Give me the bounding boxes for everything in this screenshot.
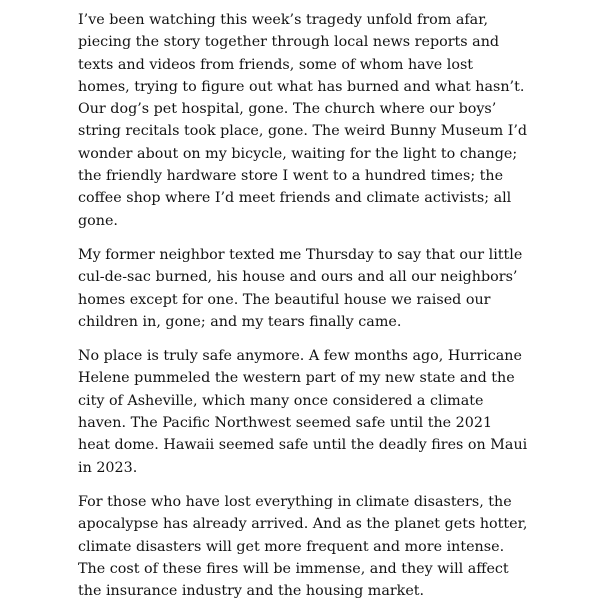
article-paragraph-4: For those who have lost everything in climate disasters, the apocalypse has already arrived. And as the planet gets hotter, climate disasters will get more frequent and more intense. The cost of these fires will be immense, and they will affect the insurance industry and the housing market. [78,493,528,600]
article-body [78,9,528,602]
article-paragraph-1: I’ve been watching this week’s tragedy unfold from afar, piecing the story together through local news reports and texts and videos from friends, some of whom have lost homes, trying to figure out what has burned and what hasn’t. Our dog’s pet hospital, gone. The church where our boys’ string recitals took place, gone. The weird Bunny Museum I’d wonder about on my bicycle, waiting for the light to change; the friendly hardware store I went to a hundred times; the coffee shop where I’d meet friends and climate activists; all gone. [78,12,528,229]
article-paragraph-3: No place is truly safe anymore. A few months ago, Hurricane Helene pummeled the western part of my new state and the city of Asheville, which many once considered a climate haven. The Pacific Northwest seemed safe until the 2021 heat dome. Hawaii seemed safe until the deadly fires on Maui in 2023. [78,348,528,476]
article-paragraph-2: My former neighbor texted me Thursday to say that our little cul-de-sac burned, his house and ours and all our neighbors’ homes except for one. The beautiful house we raised our children in, gone; and my tears finally came. [78,246,523,330]
